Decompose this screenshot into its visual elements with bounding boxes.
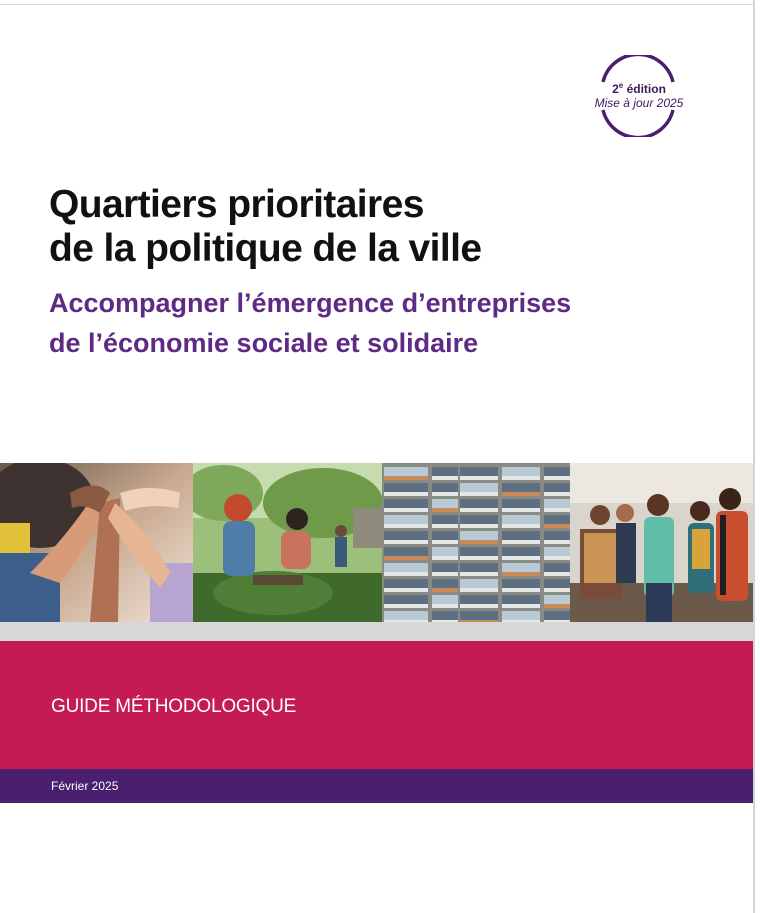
gray-divider — [0, 622, 753, 641]
top-border — [0, 4, 753, 5]
guide-band — [0, 641, 753, 769]
photo-strip — [0, 463, 753, 622]
apartment-building-photo — [382, 463, 570, 622]
date-band — [0, 769, 753, 803]
publication-date: Février 2025 — [51, 779, 119, 793]
page-title: Quartiers prioritaires de la politique de la ville — [49, 183, 482, 270]
edition-badge — [593, 55, 683, 137]
page-subtitle: Accompagner l’émergence d’entreprises de l’économie sociale et solidaire — [49, 288, 572, 358]
edition-label: 2e édition — [612, 81, 666, 96]
community-garden-photo — [193, 463, 382, 622]
hands-together-photo — [0, 463, 193, 622]
group-meeting-photo — [570, 463, 753, 622]
update-label: Mise à jour 2025 — [594, 96, 684, 110]
document-type-label: GUIDE MÉTHODOLOGIQUE — [51, 696, 297, 717]
page-edge — [753, 0, 755, 913]
